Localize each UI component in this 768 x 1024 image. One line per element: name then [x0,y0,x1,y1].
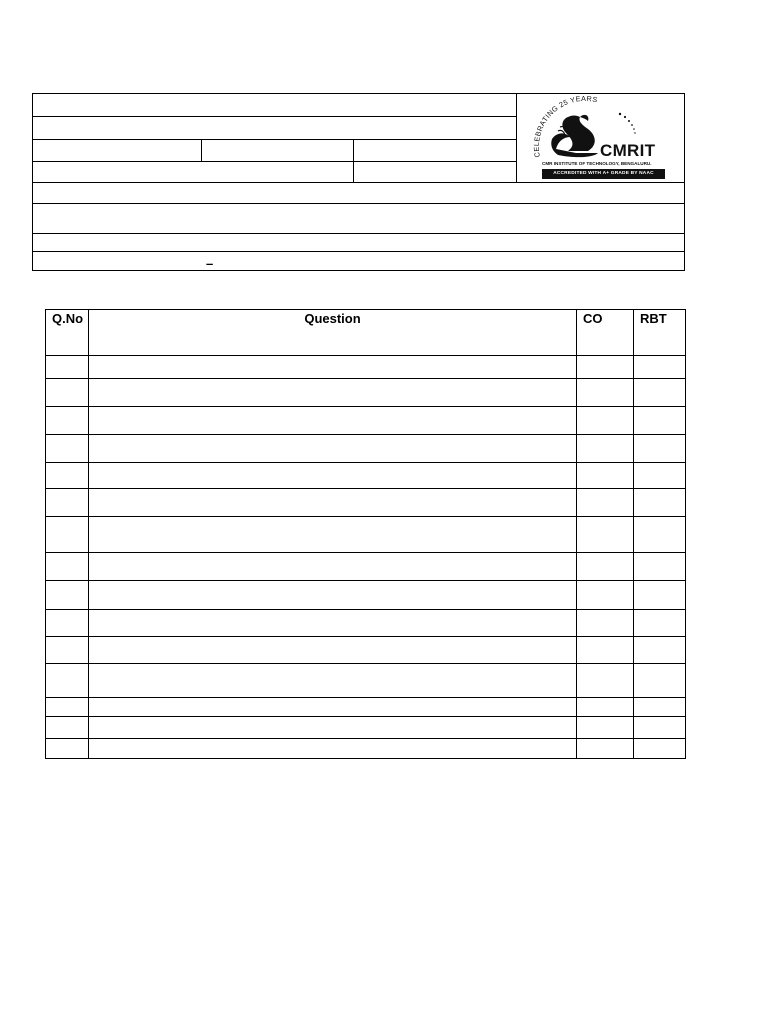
table-cell-question [89,435,577,463]
table-cell-qno [46,664,89,698]
table-cell-qno [46,517,89,553]
logo-name: CMRIT [600,141,656,160]
header-divider [33,251,684,252]
logo-subtitle: CMR INSTITUTE OF TECHNOLOGY, BENGALURU. [542,161,652,166]
table-cell-qno [46,553,89,581]
logo-accreditation-banner: ACCREDITED WITH A+ GRADE BY NAAC [542,169,665,179]
table-cell-rbt [634,407,686,435]
table-row [46,739,686,759]
cmrit-logo [518,95,684,183]
table-cell-co [577,698,634,717]
table-row [46,356,686,379]
table-row [46,698,686,717]
table-cell-qno [46,581,89,610]
table-row [46,637,686,664]
table-cell-qno [46,637,89,664]
header-divider [33,139,516,140]
table-cell-question [89,739,577,759]
table-cell-rbt [634,610,686,637]
table-cell-qno [46,489,89,517]
table-cell-question [89,581,577,610]
table-cell-co [577,407,634,435]
header-divider [33,233,684,234]
table-row [46,435,686,463]
header-dash: – [206,256,214,271]
table-cell-qno [46,435,89,463]
table-cell-question [89,610,577,637]
table-cell-rbt [634,379,686,407]
table-cell-co [577,739,634,759]
table-row [46,489,686,517]
table-row [46,664,686,698]
table-cell-rbt [634,435,686,463]
table-cell-question [89,356,577,379]
table-cell-qno [46,356,89,379]
table-cell-rbt [634,739,686,759]
table-cell-co [577,637,634,664]
table-cell-qno [46,610,89,637]
table-cell-qno [46,379,89,407]
column-header-qno: Q.No [46,310,89,356]
table-cell-question [89,463,577,489]
table-cell-rbt [634,489,686,517]
table-cell-rbt [634,664,686,698]
header-info-box [32,93,685,271]
table-cell-co [577,664,634,698]
table-cell-co [577,610,634,637]
table-cell-rbt [634,356,686,379]
table-cell-rbt [634,463,686,489]
table-cell-question [89,407,577,435]
table-row [46,717,686,739]
table-cell-co [577,435,634,463]
table-cell-rbt [634,581,686,610]
header-divider [516,94,517,182]
table-row [46,407,686,435]
table-cell-question [89,379,577,407]
column-header-co: CO [577,310,634,356]
table-cell-qno [46,463,89,489]
column-header-question: Question [89,310,577,356]
header-divider [33,116,516,117]
table-row [46,610,686,637]
table-cell-rbt [634,517,686,553]
question-table-body [46,356,686,759]
table-cell-qno [46,739,89,759]
header-divider [201,139,202,161]
table-row [46,379,686,407]
table-row [46,581,686,610]
header-divider [33,203,684,204]
question-table [45,309,686,759]
table-cell-question [89,637,577,664]
table-cell-co [577,553,634,581]
table-cell-question [89,517,577,553]
table-row [46,463,686,489]
table-cell-rbt [634,717,686,739]
table-cell-co [577,581,634,610]
table-cell-rbt [634,698,686,717]
table-cell-rbt [634,637,686,664]
logo-arc-text: CELEBRATING 25 YEARS [531,95,599,159]
table-cell-co [577,463,634,489]
table-cell-co [577,517,634,553]
table-row [46,517,686,553]
table-cell-question [89,664,577,698]
table-cell-question [89,698,577,717]
table-cell-co [577,379,634,407]
table-cell-co [577,356,634,379]
table-header-row [46,310,686,356]
table-cell-co [577,717,634,739]
table-cell-qno [46,407,89,435]
table-cell-question [89,489,577,517]
column-header-rbt: RBT [634,310,686,356]
header-divider [353,139,354,182]
table-cell-qno [46,717,89,739]
table-cell-question [89,717,577,739]
header-divider [33,161,516,162]
table-cell-rbt [634,553,686,581]
table-cell-qno [46,698,89,717]
table-cell-question [89,553,577,581]
table-cell-co [577,489,634,517]
table-row [46,553,686,581]
